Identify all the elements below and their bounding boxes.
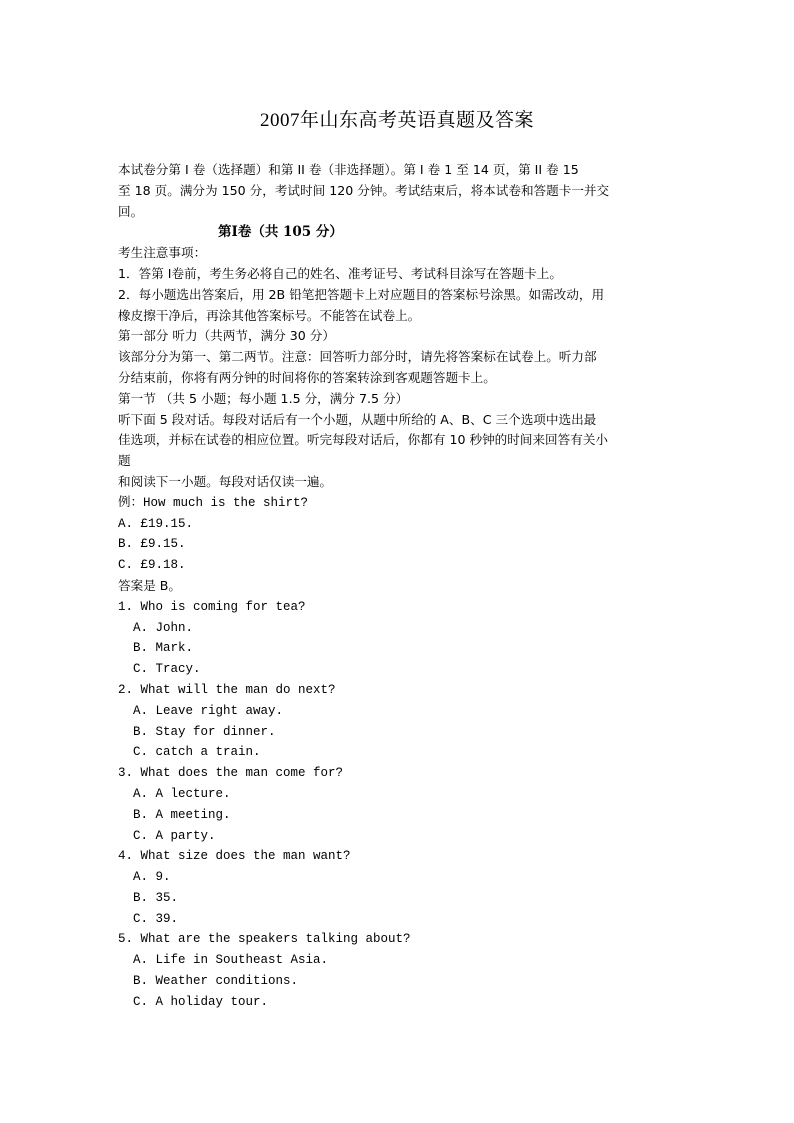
answer-option: B. Mark.	[133, 641, 194, 656]
text-line: 1．答第 I卷前，考生务必将自己的姓名、准考证号、考试科目涂写在答题卡上。	[118, 265, 562, 281]
section-heading: 第Ⅰ卷（共 105 分）	[218, 224, 343, 241]
answer-option: B. A meeting.	[133, 807, 231, 822]
answer-option: C. catch a train.	[133, 745, 261, 760]
text-line: C. £9.18.	[118, 558, 186, 573]
text-line: 听下面 5 段对话。每段对话后有一个小题，从题中所给的 A、B、C 三个选项中选出最	[118, 411, 597, 427]
text-line: 3. What does the man come for?	[118, 766, 344, 781]
answer-option: A. John.	[133, 620, 194, 635]
text-line: 第一部分 听力（共两节，满分 30 分）	[118, 328, 335, 344]
text-line: 该部分分为第一、第二两节。注意：回答听力部分时，请先将答案标在试卷上。听力部	[118, 349, 597, 365]
text-line: 至 18 页。满分为 150 分，考试时间 120 分钟。考试结束后，将本试卷和答题卡一并交	[118, 182, 610, 198]
text-line: 和阅读下一小题。每段对话仅读一遍。	[118, 473, 333, 489]
text-line: B. £9.15.	[118, 537, 186, 552]
text-line: 1. Who is coming for tea?	[118, 599, 306, 614]
answer-option: B. 35.	[133, 890, 179, 905]
document-title: 2007年山东高考英语真题及答案	[259, 110, 534, 131]
text-line: 佳选项，并标在试卷的相应位置。听完每段对话后，你都有 10 秒钟的时间来回答有关小	[118, 432, 609, 448]
answer-option: C. A holiday tour.	[133, 994, 269, 1009]
answer-option: C. 39.	[133, 911, 179, 926]
answer-option: A. 9.	[133, 870, 171, 885]
text-line: 第一节 （共 5 小题；每小题 1.5 分，满分 7.5 分）	[118, 390, 409, 406]
text-line: 5. What are the speakers talking about?	[118, 932, 411, 947]
text-line: 分结束前，你将有两分钟的时间将你的答案转涂到客观题答题卡上。	[118, 369, 496, 385]
answer-option: A. A lecture.	[133, 786, 231, 801]
answer-option: A. Leave right away.	[133, 703, 284, 718]
document-body	[118, 160, 688, 1013]
text-line: 2. What will the man do next?	[118, 682, 336, 697]
text-line: 考生注意事项：	[118, 245, 207, 261]
text-line: 橡皮擦干净后，再涂其他答案标号。不能答在试卷上。	[118, 307, 421, 323]
text-line: 4. What size does the man want?	[118, 849, 351, 864]
answer-option: A. Life in Southeast Asia.	[133, 953, 329, 968]
text-line: 例：How much is the shirt?	[118, 495, 309, 510]
text-line: 本试卷分第 I 卷（选择题）和第 II 卷（非选择题）。第 I 卷 1 至 14 页，第 II 卷 15	[118, 162, 579, 177]
answer-option: B. Weather conditions.	[133, 974, 299, 989]
text-line: A. £19.15.	[118, 516, 194, 531]
text-line: 回。	[118, 203, 144, 219]
text-line: 2．每小题选出答案后，用 2B 铅笔把答题卡上对应题目的答案标号涂黑。如需改动，用	[118, 286, 605, 302]
text-line: 答案是 B。	[118, 577, 182, 593]
answer-option: B. Stay for dinner.	[133, 724, 276, 739]
answer-option: C. A party.	[133, 828, 216, 843]
answer-option: C. Tracy.	[133, 662, 201, 677]
text-line: 题	[118, 453, 131, 469]
